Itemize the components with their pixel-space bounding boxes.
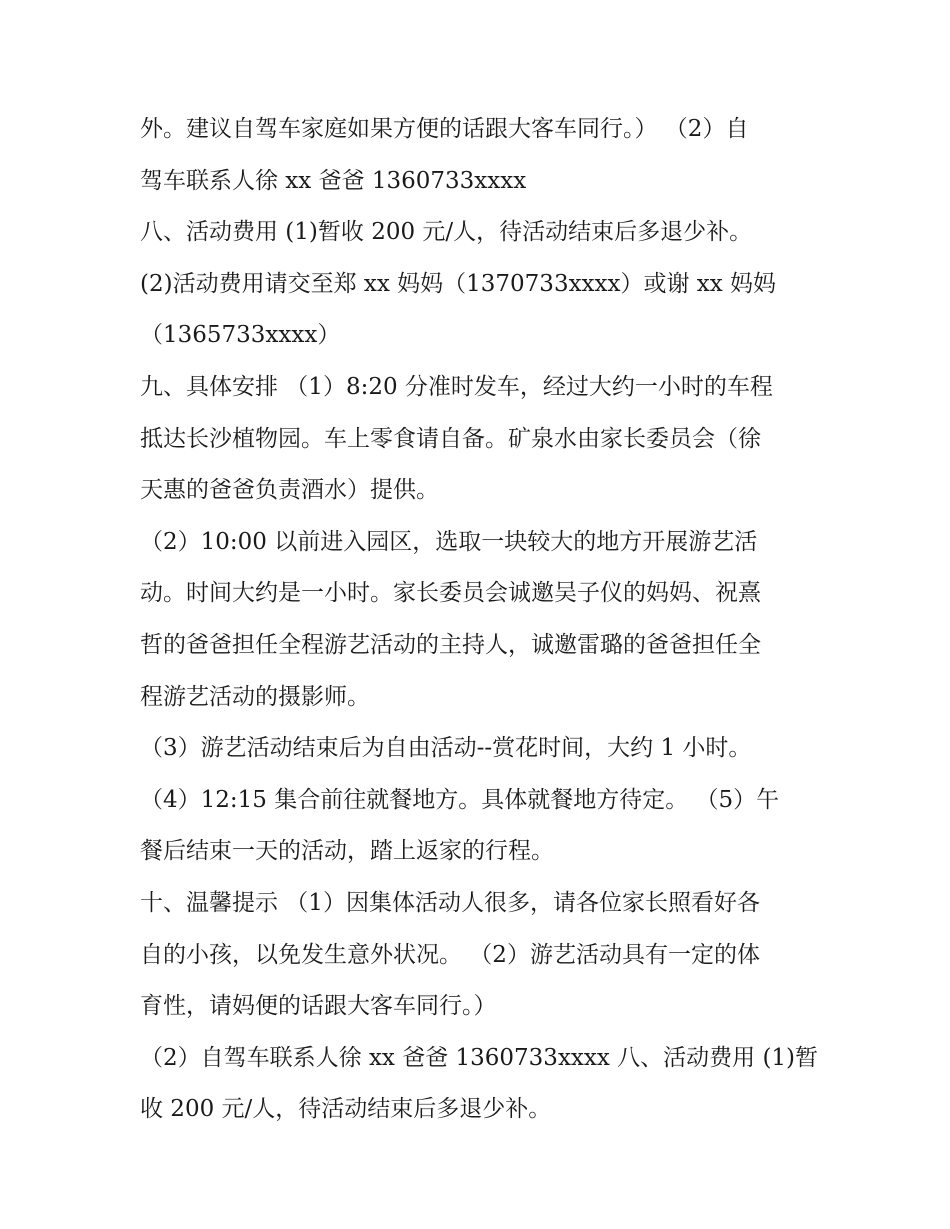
text-line: 外。建议自驾车家庭如果方便的话跟大客车同行。） （2）自 — [140, 116, 749, 142]
text-line: （2）10:00 以前进入园区，选取一块较大的地方开展游艺活 — [140, 528, 758, 555]
text-line: 抵达长沙植物园。车上零食请自备。矿泉水由家长委员会（徐 — [140, 425, 761, 452]
document-body — [140, 104, 820, 1136]
text-line: 自的小孩，以免发生意外状况。 （2）游艺活动具有一定的体 — [140, 941, 760, 968]
text-line: 育性，请妈便的话跟大客车同行。） — [140, 993, 497, 1020]
text-line: 餐后结束一天的活动，踏上返家的行程。 — [140, 838, 554, 865]
text-line: （4）12:15 集合前往就餐地方。具体就餐地方待定。 （5）午 — [140, 786, 780, 813]
text-line: 程游艺活动的摄影师。 — [140, 683, 370, 710]
text-line: (2)活动费用请交至郑 xx 妈妈（1370733xxxx）或谢 xx 妈妈 — [140, 270, 777, 297]
text-line: 十、温馨提示 （1）因集体活动人很多，请各位家长照看好各 — [140, 889, 760, 916]
text-line: （1365733xxxx） — [140, 322, 341, 349]
text-line: 九、具体安排 （1）8:20 分准时发车，经过大约一小时的车程 — [140, 373, 773, 400]
text-line: 动。时间大约是一小时。家长委员会诚邀吴子仪的妈妈、祝熹 — [140, 580, 761, 607]
text-line: 天惠的爸爸负责酒水）提供。 — [140, 477, 439, 504]
text-line: （2）自驾车联系人徐 xx 爸爸 1360733xxxx 八、活动费用 (1)暂 — [140, 1044, 819, 1071]
text-line: 八、活动费用 (1)暂收 200 元/人，待活动结束后多退少补。 — [140, 219, 753, 246]
text-line: 驾车联系人徐 xx 爸爸 1360733xxxx — [140, 167, 527, 194]
text-line: （3）游艺活动结束后为自由活动--赏花时间，大约 1 小时。 — [140, 735, 752, 762]
text-line: 收 200 元/人，待活动结束后多退少补。 — [140, 1096, 552, 1123]
text-line: 哲的爸爸担任全程游艺活动的主持人，诚邀雷璐的爸爸担任全 — [140, 631, 761, 658]
